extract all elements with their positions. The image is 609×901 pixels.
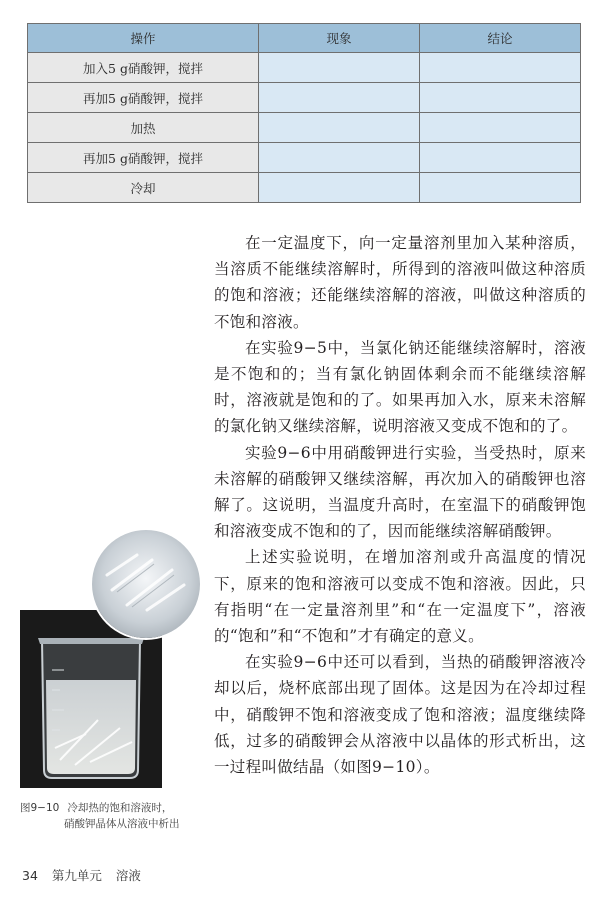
phenomenon-cell — [259, 53, 420, 83]
caption-line-2: 硝酸钾晶体从溶液中析出 — [64, 818, 180, 830]
conclusion-cell — [420, 53, 581, 83]
operation-cell: 加热 — [28, 113, 259, 143]
conclusion-cell — [420, 143, 581, 173]
header-conclusion: 结论 — [420, 24, 581, 53]
unit-title: 第九单元 — [51, 868, 102, 883]
conclusion-cell — [420, 113, 581, 143]
table-row — [28, 173, 581, 203]
paragraph-experiment-9-6: 实验9−6中用硝酸钾进行实验，当受热时，原来未溶解的硝酸钾又继续溶解，再次加入的硝酸钾也溶解了。这说明，当温度升高时，在室温下的硝酸钾饱和溶液变成不饱和的了，因而能继续溶解硝酸钾。 — [214, 443, 586, 541]
operation-cell: 再加5 g硝酸钾，搅拌 — [28, 143, 259, 173]
paragraph-conclusion: 上述实验说明，在增加溶剂或升高温度的情况下，原来的饱和溶液可以变成不饱和溶液。因此，只有指明“在一定量溶剂里”和“在一定温度下”，溶液的“饱和”和“不饱和”才有确定的意义。 — [214, 548, 586, 646]
figure-9-10 — [20, 530, 210, 850]
table-row — [28, 53, 581, 83]
operation-cell: 再加5 g硝酸钾，搅拌 — [28, 83, 259, 113]
paragraph-crystallization: 在实验9−6中还可以看到，当热的硝酸钾溶液冷却以后，烧杯底部出现了固体。这是因为在冷却过程中，硝酸钾不饱和溶液变成了饱和溶液；温度继续降低，过多的硝酸钾会从溶液中以晶体的形式析出，这一过程叫做结晶（如图9−10）。 — [214, 653, 586, 777]
phenomenon-cell — [259, 143, 420, 173]
header-phenomenon: 现象 — [259, 24, 420, 53]
page-number: 34 — [22, 868, 38, 883]
body-text — [214, 230, 586, 780]
caption-line-1: 冷却热的饱和溶液时， — [67, 802, 173, 814]
experiment-table — [27, 23, 581, 203]
figure-number: 图9−10 — [20, 802, 60, 814]
conclusion-cell — [420, 173, 581, 203]
paragraph-experiment-9-5: 在实验9−5中，当氯化钠还能继续溶解时，溶液是不饱和的；当有氯化钠固体剩余而不能继续溶解时，溶液就是饱和的了。如果再加入水，原来未溶解的氯化钠又继续溶解，说明溶液又变成不饱和的了。 — [214, 338, 586, 436]
table-row — [28, 83, 581, 113]
crystal-closeup — [92, 530, 200, 638]
phenomenon-cell — [259, 113, 420, 143]
header-operation: 操作 — [28, 24, 259, 53]
conclusion-cell — [420, 83, 581, 113]
table-row — [28, 143, 581, 173]
topic-title: 溶液 — [115, 868, 141, 883]
figure-caption — [20, 800, 210, 832]
table-header-row — [28, 24, 581, 53]
table-row — [28, 113, 581, 143]
crystal-closeup-illustration — [92, 530, 200, 638]
phenomenon-cell — [259, 83, 420, 113]
operation-cell: 冷却 — [28, 173, 259, 203]
operation-cell: 加入5 g硝酸钾，搅拌 — [28, 53, 259, 83]
page-footer — [22, 866, 151, 884]
paragraph-saturated-definition: 在一定温度下，向一定量溶剂里加入某种溶质，当溶质不能继续溶解时，所得到的溶液叫做这种溶质的饱和溶液；还能继续溶解的溶液，叫做这种溶质的不饱和溶液。 — [214, 234, 586, 331]
phenomenon-cell — [259, 173, 420, 203]
